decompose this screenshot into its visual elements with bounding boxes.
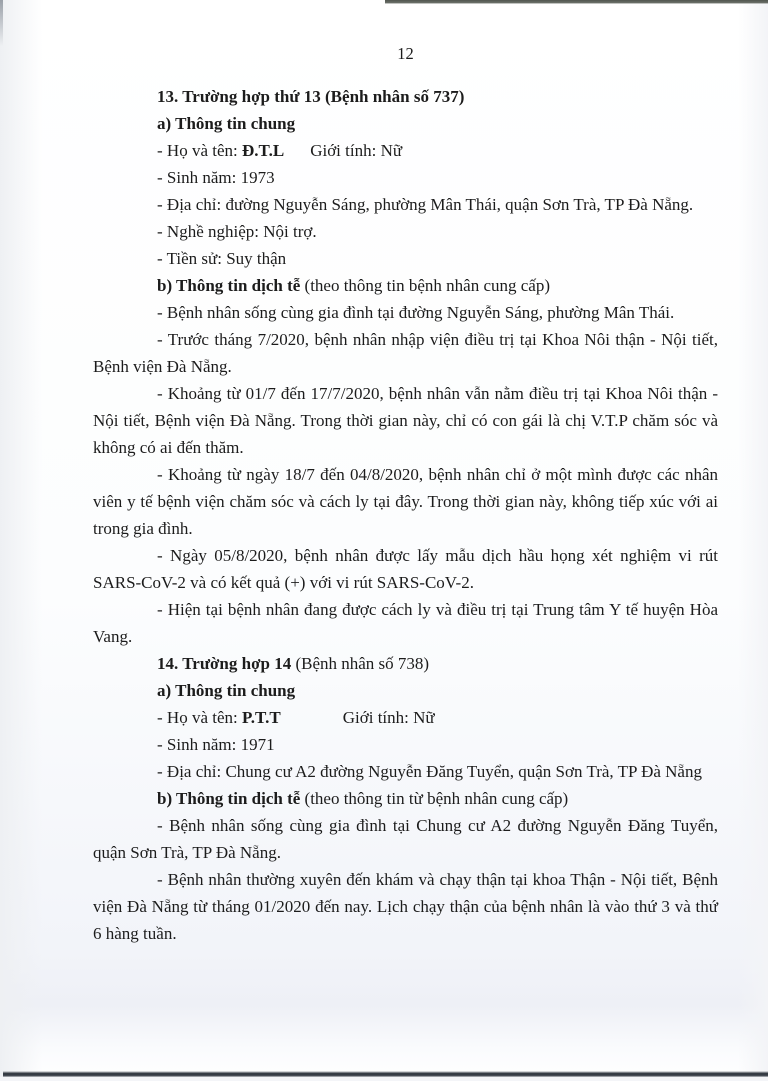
case-section-14 xyxy=(93,650,718,947)
case-13-epi-paragraph: - Hiện tại bệnh nhân đang được cách ly và điều trị tại Trung tâm Y tế huyện Hòa Vang. xyxy=(93,600,718,646)
name-label: - Họ và tên: xyxy=(157,141,242,160)
case-14-heading xyxy=(93,650,718,677)
case-section-13 xyxy=(93,83,718,650)
section-b-title-bold: b) Thông tin dịch tễ xyxy=(157,789,301,808)
section-a-title-text: a) Thông tin chung xyxy=(157,681,296,700)
case-13-epi-paragraph: - Khoảng từ 01/7 đến 17/7/2020, bệnh nhân vẫn nằm điều trị tại Khoa Nôi thận - Nội tiết, Bệnh viện Đà Nẵng. Trong thời gian này, chỉ có con gái là chị V.T.P chăm sóc và không có ai đến thăm. xyxy=(93,384,718,457)
case-13-epi-paragraph: - Ngày 05/8/2020, bệnh nhân được lấy mẫu dịch hầu họng xét nghiệm vi rút SARS-CoV-2 và có kết quả (+) với vi rút SARS-CoV-2. xyxy=(93,546,718,592)
section-b-title-note: (theo thông tin bệnh nhân cung cấp) xyxy=(300,276,551,295)
case-13-name-gender-line xyxy=(93,137,718,164)
case-13-epi-paragraph: - Khoảng từ ngày 18/7 đến 04/8/2020, bệnh nhân chỉ ở một mình được các nhân viên y tế bệnh viện chăm sóc và cách ly tại đây. Trong thời gian này, không tiếp xúc với ai trong gia đình. xyxy=(93,465,718,538)
case-13-epi-paragraph: - Bệnh nhân sống cùng gia đình tại đường Nguyễn Sáng, phường Mân Thái. xyxy=(157,303,675,322)
section-a-title-text: a) Thông tin chung xyxy=(157,114,296,133)
case-13-heading-bold: 13. Trường hợp thứ 13 (Bệnh nhân số 737) xyxy=(157,87,465,106)
section-b-title-bold: b) Thông tin dịch tễ xyxy=(157,276,301,295)
name-value: Đ.T.L xyxy=(241,141,285,160)
case-13-birth-year-line: - Sinh năm: 1973 xyxy=(157,168,275,187)
name-value: P.T.T xyxy=(241,708,281,727)
case-13-section-b-title xyxy=(93,272,718,299)
page-number: 12 xyxy=(397,44,414,63)
case-14-epi-paragraph: - Bệnh nhân thường xuyên đến khám và chạy thận tại khoa Thận - Nội tiết, Bệnh viện Đà Nẵng từ tháng 01/2020 đến nay. Lịch chạy thận của bệnh nhân là vào thứ 3 và thứ 6 hàng tuần. xyxy=(93,870,718,943)
case-13-occupation-line: - Nghề nghiệp: Nội trợ. xyxy=(157,222,317,241)
case-14-birth-year-line: - Sinh năm: 1971 xyxy=(157,735,275,754)
section-b-title-note: (theo thông tin từ bệnh nhân cung cấp) xyxy=(300,789,569,808)
gender-value: Giới tính: Nữ xyxy=(342,708,435,727)
case-14-heading-bold: 14. Trường hợp 14 xyxy=(157,654,292,673)
case-13-epi-paragraph: - Trước tháng 7/2020, bệnh nhân nhập viện điều trị tại Khoa Nôi thận - Nội tiết, Bệnh viện Đà Nẵng. xyxy=(93,330,718,376)
case-14-address-line: - Địa chỉ: Chung cư A2 đường Nguyễn Đăng Tuyển, quận Sơn Trà, TP Đà Nẵng xyxy=(157,762,702,781)
case-14-heading-note: (Bệnh nhân số 738) xyxy=(291,654,430,673)
case-13-heading xyxy=(93,83,718,110)
case-14-section-a-title xyxy=(93,677,718,704)
case-13-history-line: - Tiền sử: Suy thận xyxy=(157,249,287,268)
case-13-address-line: - Địa chỉ: đường Nguyễn Sáng, phường Mân Thái, quận Sơn Trà, TP Đà Nẵng. xyxy=(157,195,694,214)
gender-value: Giới tính: Nữ xyxy=(310,141,403,160)
name-label: - Họ và tên: xyxy=(157,708,242,727)
case-13-section-a-title xyxy=(93,110,718,137)
case-14-name-gender-line xyxy=(93,704,718,731)
case-14-section-b-title xyxy=(93,785,718,812)
case-14-epi-paragraph: - Bệnh nhân sống cùng gia đình tại Chung cư A2 đường Nguyễn Đăng Tuyển, quận Sơn Trà, TP Đà Nẵng. xyxy=(93,816,718,862)
